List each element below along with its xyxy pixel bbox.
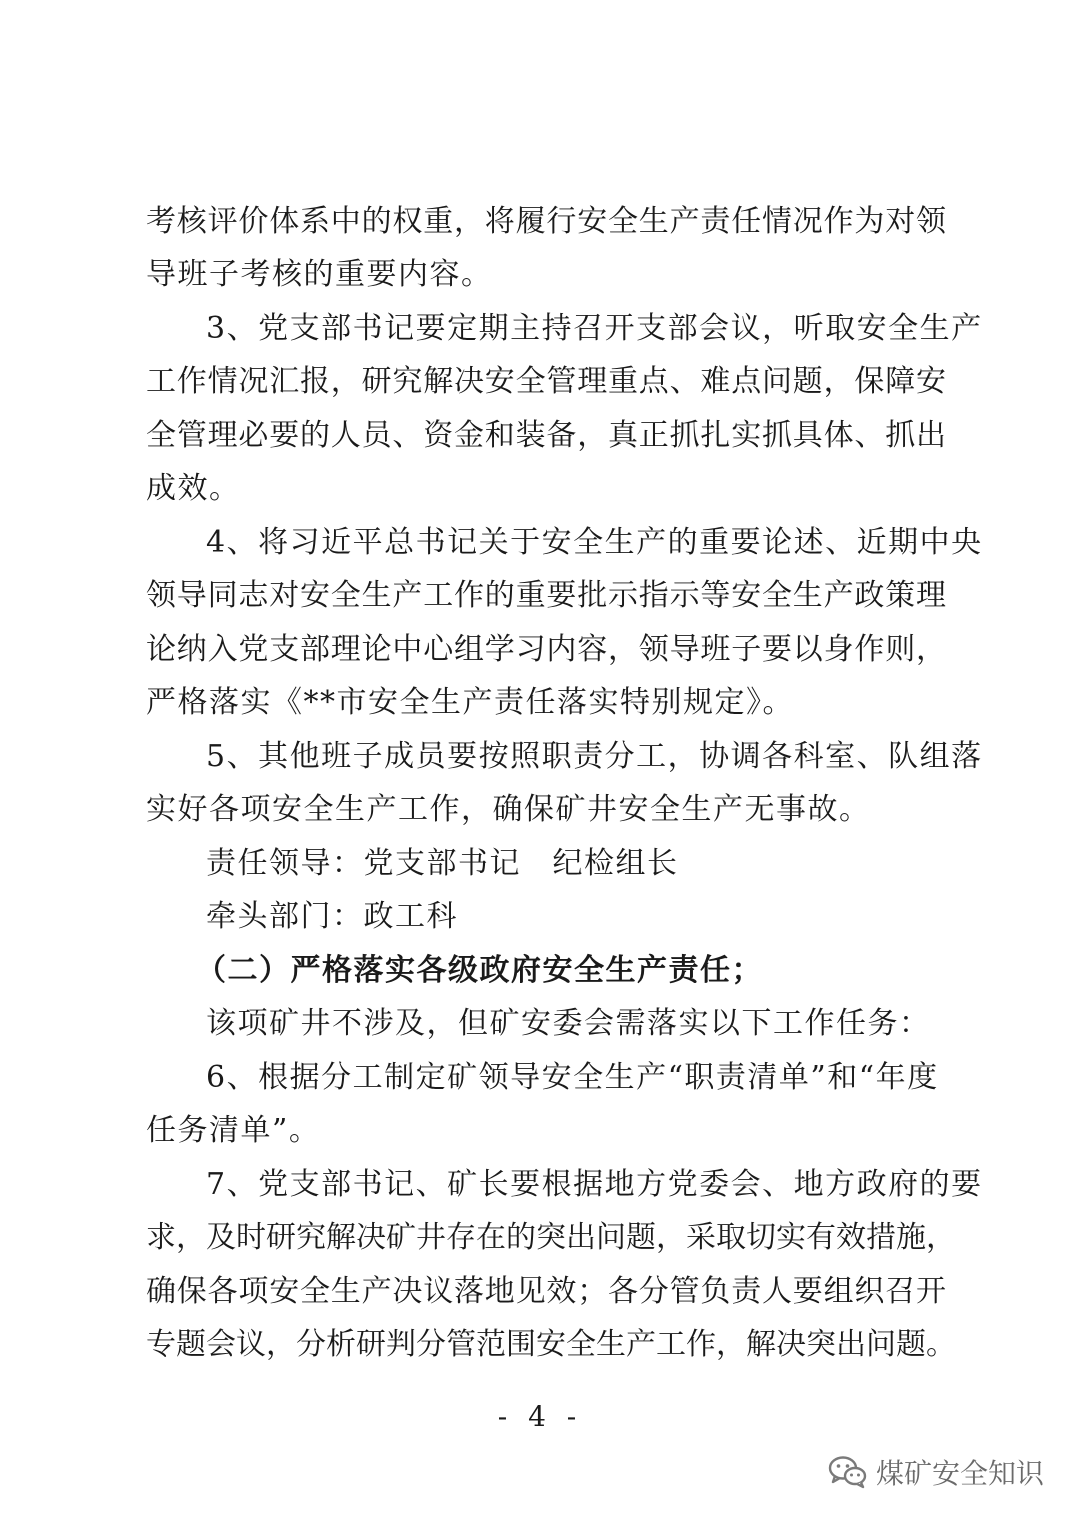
watermark-label: 煤矿安全知识	[875, 1457, 1044, 1490]
text-line: 4、将习近平总书记关于安全生产的重要论述、近期中央	[206, 525, 983, 560]
section-heading: （二）严格落实各级政府安全生产责任；	[196, 953, 763, 988]
text-line: 全管理必要的人员、资金和装备，真正抓扎实抓具体、抓出	[146, 418, 946, 453]
text-line: 5、其他班子成员要按照职责分工，协调各科室、队组落	[206, 739, 983, 774]
text-line: 领导同志对安全生产工作的重要批示指示等安全生产政策理	[146, 578, 946, 613]
text-line: 该项矿井不涉及，但矿安委会需落实以下工作任务：	[206, 1006, 931, 1041]
text-line: 任务清单”。	[146, 1113, 321, 1148]
text-line: 考核评价体系中的权重，将履行安全生产责任情况作为对领	[146, 204, 946, 239]
watermark	[828, 1452, 1044, 1492]
text-line: 牵头部门：政工科	[206, 899, 458, 934]
text-line: 专题会议，分析研判分管范围安全生产工作，解决突出问题。	[146, 1327, 956, 1362]
text-line: 6、根据分工制定矿领导安全生产“职责清单”和“年度	[206, 1060, 939, 1095]
text-line: 责任领导：党支部书记 纪检组长	[206, 846, 679, 881]
text-line: 论纳入党支部理论中心组学习内容，领导班子要以身作则，	[146, 632, 946, 667]
text-line: 7、党支部书记、矿长要根据地方党委会、地方政府的要	[206, 1167, 983, 1202]
text-line: 3、党支部书记要定期主持召开支部会议，听取安全生产	[206, 311, 983, 346]
text-line: 确保各项安全生产决议落地见效；各分管负责人要组织召开	[146, 1274, 946, 1309]
text-line: 成效。	[146, 471, 241, 506]
page-number: - 4 -	[497, 1400, 583, 1433]
text-line: 工作情况汇报，研究解决安全管理重点、难点问题，保障安	[146, 364, 946, 399]
wechat-icon	[828, 1455, 868, 1489]
text-line: 导班子考核的重要内容。	[146, 257, 493, 292]
text-line: 求，及时研究解决矿井存在的突出问题，采取切实有效措施，	[146, 1220, 956, 1255]
text-line: 实好各项安全生产工作，确保矿井安全生产无事故。	[146, 792, 871, 827]
text-line: 严格落实《**市安全生产责任落实特别规定》。	[146, 685, 794, 720]
